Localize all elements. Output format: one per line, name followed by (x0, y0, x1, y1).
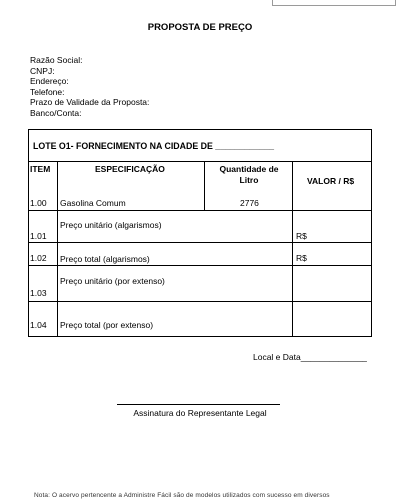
field-cnpj: CNPJ: (30, 65, 55, 76)
row-item: 1.04 (30, 320, 47, 330)
table-divider (28, 301, 372, 302)
header-valor: VALOR / R$ (307, 176, 355, 186)
table-column-line (204, 161, 205, 210)
header-item: ITEM (30, 164, 51, 174)
row-item: 1.00 (30, 198, 47, 208)
row-especificacao: Preço total (algarismos) (60, 254, 150, 264)
row-item: 1.03 (30, 288, 47, 298)
row-item: 1.01 (30, 231, 47, 241)
field-telefone: Telefone: (30, 86, 65, 97)
field-razao-social: Razão Social: (30, 55, 83, 65)
field-endereco: Endereço: (30, 76, 69, 86)
row-valor: R$ (296, 253, 307, 263)
field-prazo-validade: Prazo de Validade da Proposta: (30, 97, 150, 107)
row-especificacao: Gasolina Comum (60, 198, 126, 208)
table-divider (28, 265, 372, 266)
lote-title: LOTE O1- FORNECIMENTO NA CIDADE DE ____________ (33, 141, 275, 151)
local-e-data: Local e Data______________ (253, 352, 367, 362)
price-table (28, 129, 372, 337)
header-quantidade: Quantidade de Litro (219, 164, 279, 185)
row-especificacao: Preço unitário (algarismos) (60, 220, 162, 230)
signature-line (117, 404, 280, 405)
table-divider (28, 242, 372, 243)
top-tab-edge (272, 0, 396, 6)
table-column-line (57, 161, 58, 337)
row-valor: R$ (296, 231, 307, 241)
footer-note: Nota: O acervo pertencente a Administre Fácil são de modelos utilizados com sucesso em diversos (34, 492, 330, 499)
signature-label: Assinatura do Representante Legal (133, 408, 267, 418)
field-banco-conta: Banco/Conta: (30, 107, 82, 118)
supplier-fields (30, 55, 149, 118)
table-divider (28, 161, 372, 162)
row-quantidade: 2776 (240, 198, 259, 208)
row-especificacao: Preço unitário (por extenso) (60, 276, 165, 286)
table-divider (28, 210, 372, 211)
row-item: 1.02 (30, 253, 47, 263)
table-column-line (292, 161, 293, 337)
row-especificacao: Preço total (por extenso) (60, 320, 154, 330)
header-especificacao: ESPECIFICAÇÃO (95, 164, 165, 174)
document-title: PROPOSTA DE PREÇO (147, 22, 253, 33)
